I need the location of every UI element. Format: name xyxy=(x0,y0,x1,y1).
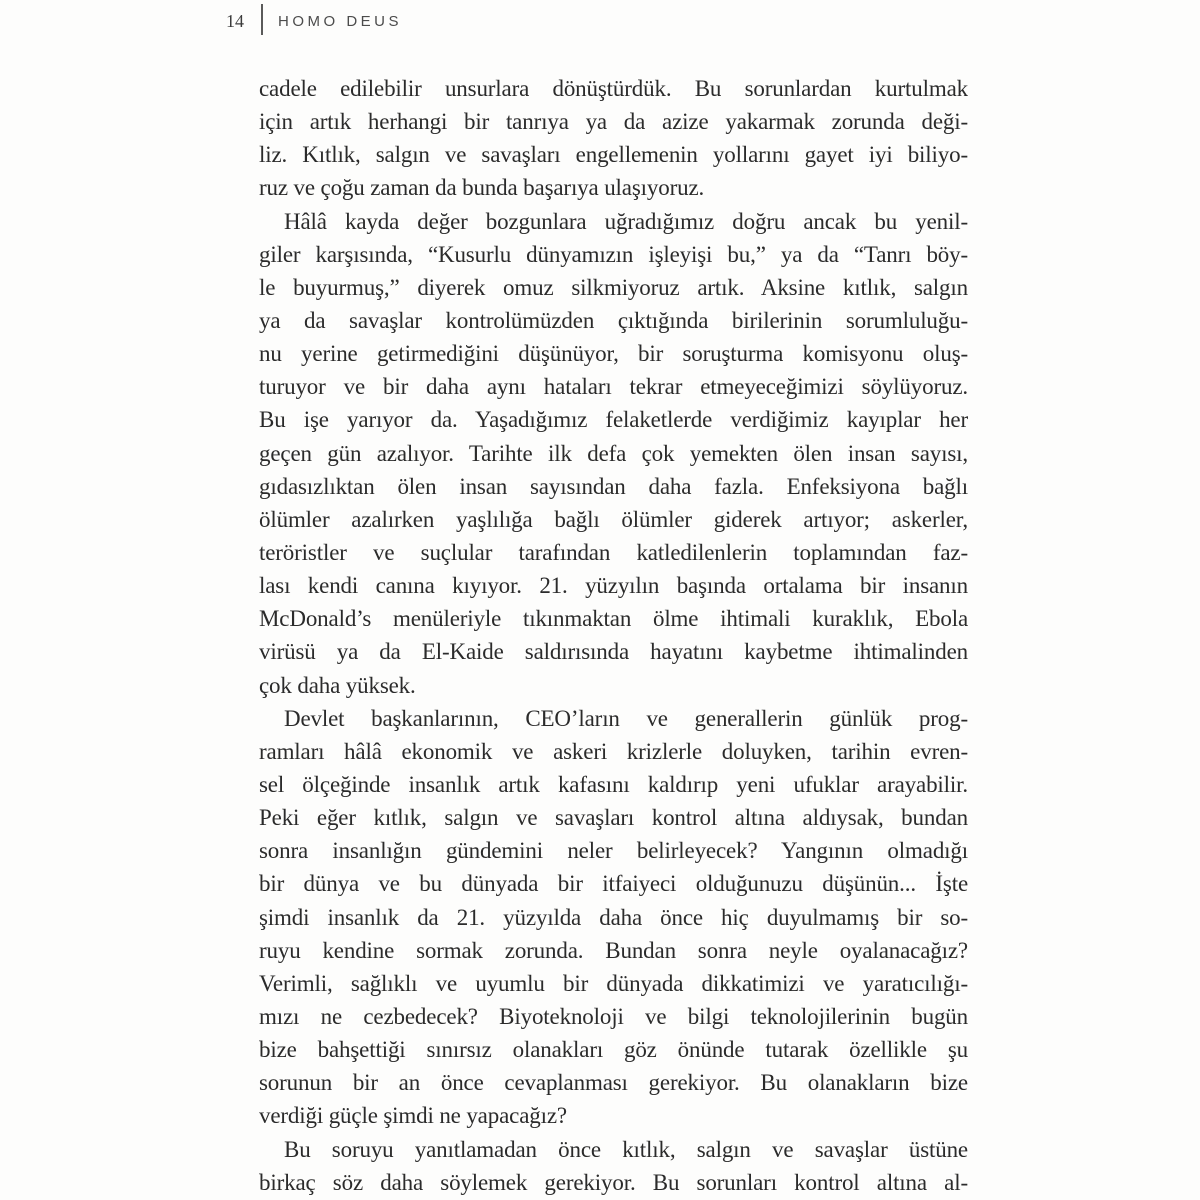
text-line: sorunun bir an önce cevaplanması gerekiyor. Bu olanakların bize xyxy=(259,1070,968,1096)
text-line: Devlet başkanlarının, CEO’ların ve generallerin günlük prog- xyxy=(284,705,968,731)
text-line: sonra insanlığın gündemini neler belirleyecek? Yangının olmadığı xyxy=(259,838,968,864)
text-line: ya da savaşlar kontrolümüzden çıktığında birilerinin sorumluluğu- xyxy=(259,307,968,333)
text-line: McDonald’s menüleriyle tıkınmaktan ölme ihtimali kuraklık, Ebola xyxy=(259,606,968,632)
page-number: 14 xyxy=(226,11,244,31)
text-line: nu yerine getirmediğini düşünüyor, bir soruşturma komisyonu oluş- xyxy=(259,341,968,367)
text-line: geçen gün azalıyor. Tarihte ilk defa çok yemekten ölen insan sayısı, xyxy=(259,440,968,466)
text-line: ramları hâlâ ekonomik ve askeri krizlerle doluyken, tarihin evren- xyxy=(259,738,968,764)
text-line: Bu işe yarıyor da. Yaşadığımız felaketlerde verdiğimiz kayıplar her xyxy=(259,407,968,433)
text-line: bir dünya ve bu dünyada bir itfaiyeci olduğunuzu düşünün... İşte xyxy=(259,871,968,897)
text-block xyxy=(259,72,968,1199)
text-line: le buyurmuş,” diyerek omuz silkmiyoruz artık. Aksine kıtlık, salgın xyxy=(259,274,968,300)
text-line: için artık herhangi bir tanrıya ya da azize yakarmak zorunda deği- xyxy=(259,109,968,135)
text-line: liz. Kıtlık, salgın ve savaşları engellemenin yollarını gayet iyi biliyo- xyxy=(259,142,968,168)
text-line: turuyor ve bir daha aynı hataları tekrar etmeyeceğimizi söylüyoruz. xyxy=(259,374,968,400)
text-line: sel ölçeğinde insanlık artık kafasını kaldırıp yeni ufuklar arayabilir. xyxy=(259,771,968,797)
text-line: virüsü ya da El-Kaide saldırısında hayatını kaybetme ihtimalinden xyxy=(259,639,968,665)
text-line: Verimli, sağlıklı ve uyumlu bir dünyada dikkatimizi ve yaratıcılığı- xyxy=(259,970,968,996)
text-line: verdiği güçle şimdi ne yapacağız? xyxy=(259,1103,567,1129)
text-line: çok daha yüksek. xyxy=(259,672,416,698)
text-line: ruyu kendine sormak zorunda. Bundan sonra neyle oyalanacağız? xyxy=(259,937,968,963)
text-line: lası kendi canına kıyıyor. 21. yüzyılın başında ortalama bir insanın xyxy=(259,573,968,599)
text-line: Peki eğer kıtlık, salgın ve savaşları kontrol altına aldıysak, bundan xyxy=(259,805,968,831)
header-divider-rule xyxy=(261,4,263,35)
text-line: cadele edilebilir unsurlara dönüştürdük. Bu sorunlardan kurtulmak xyxy=(259,76,968,101)
page-header xyxy=(0,0,1200,50)
text-line: ölümler azalırken yaşlılığa bağlı ölümler giderek artıyor; askerler, xyxy=(259,506,968,532)
text-line: Bu soruyu yanıtlamadan önce kıtlık, salgın ve savaşlar üstüne xyxy=(284,1136,968,1162)
text-line: ruz ve çoğu zaman da bunda başarıya ulaşıyoruz. xyxy=(259,175,705,201)
text-line: birkaç söz daha söylemek gerekiyor. Bu sorunları kontrol altına al- xyxy=(259,1169,968,1195)
text-line: giler karşısında, “Kusurlu dünyamızın işleyişi bu,” ya da “Tanrı böy- xyxy=(259,241,968,267)
text-line: gıdasızlıktan ölen insan sayısından daha fazla. Enfeksiyona bağlı xyxy=(259,473,968,499)
text-line: mızı ne cezbedecek? Biyoteknoloji ve bilgi teknolojilerinin bugün xyxy=(259,1003,968,1029)
text-line: bize bahşettiği sınırsız olanakları göz önünde tutarak özellikle şu xyxy=(259,1037,968,1063)
text-line: şimdi insanlık da 21. yüzyılda daha önce hiç duyulmamış bir so- xyxy=(259,904,968,930)
text-line: teröristler ve suçlular tarafından katledilenlerin toplamından faz- xyxy=(259,539,968,565)
running-title: HOMO DEUS xyxy=(278,13,403,30)
text-line: Hâlâ kayda değer bozgunlara uğradığımız doğru ancak bu yenil- xyxy=(284,208,968,234)
